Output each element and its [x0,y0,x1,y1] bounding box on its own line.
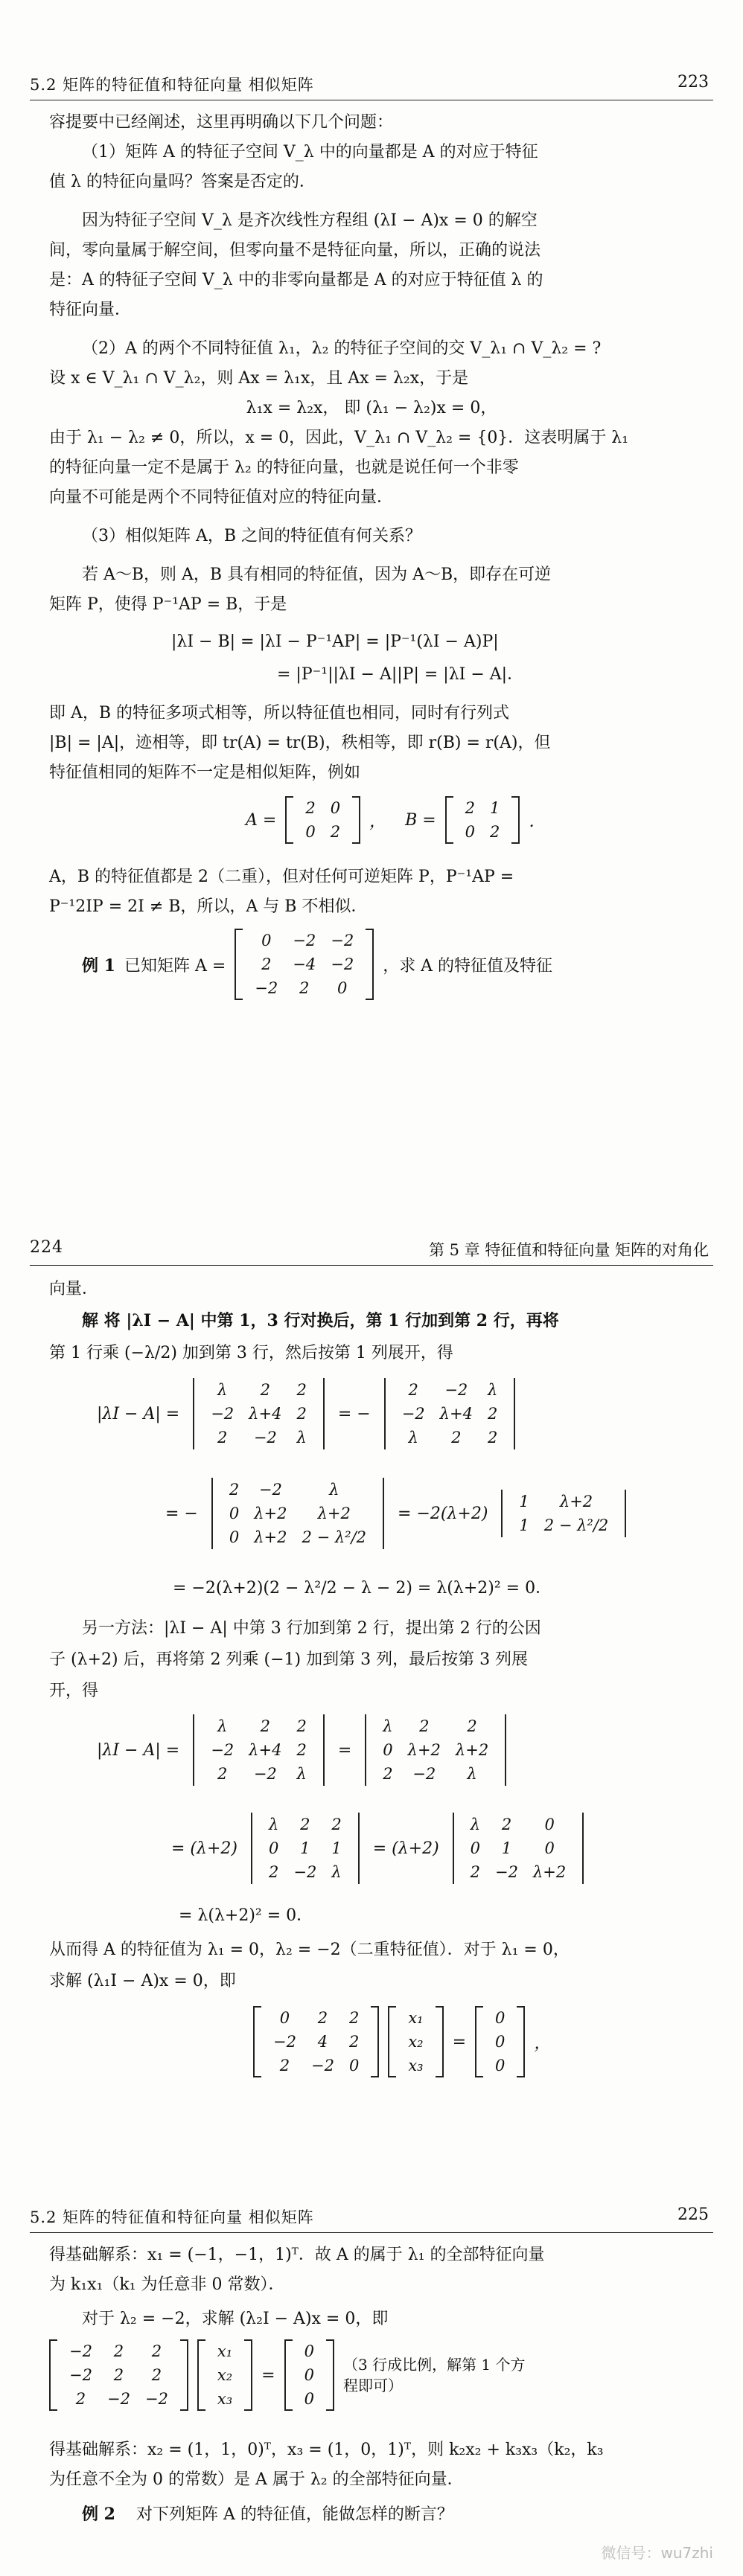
cell: λ [408,1429,418,1446]
text-line: 矩阵 P，使得 P⁻¹AP = B，于是 [49,595,287,614]
cell: 2 [451,1429,462,1446]
cell: 2 [317,2009,328,2027]
cell: x₁ [217,2342,233,2360]
text-line: 间，零向量属于解空间，但零向量不是特征向量，所以，正确的说法 [49,241,541,260]
text-line: （3）相似矩阵 A，B 之间的特征值有何关系？ [82,527,422,545]
example-label: 例 2 [82,2505,115,2524]
cell: 1 [501,1839,512,1857]
cell: λ [296,1429,307,1446]
cell: −2 [211,1405,235,1423]
cell: 2 [229,1481,240,1499]
text-line: 值 λ 的特征向量吗？答案是否定的． [49,173,316,191]
matrix-a [285,796,360,844]
operator: = (λ+2) [372,1839,439,1858]
example-label: 例 1 [82,955,115,975]
cell: −2 [293,932,316,949]
text-line: P⁻¹2IP = 2I ≠ B，所以，A 与 B 不相似． [49,897,368,916]
det-equation-3 [97,1714,511,1786]
operator: = [452,2032,467,2051]
matrix-b [445,796,520,844]
cell: 2 [268,1863,279,1881]
cell: −2 [69,2342,92,2360]
text-line: 向量． [49,1280,99,1298]
text-line: 特征向量． [49,301,132,319]
cell: 2 [348,2033,360,2051]
cell: 0 [261,932,272,949]
cell: 2 [300,1816,310,1833]
cell: 2 − λ²/2 [543,1516,609,1534]
cell: −2 [310,2057,334,2074]
cell: 2 − λ²/2 [302,1528,367,1546]
cell: −2 [211,1741,235,1759]
equation: |λI − B| = |λI − P⁻¹AP| = |P⁻¹(λI − A)P| [171,632,499,651]
cell: −2 [144,2390,168,2408]
cell: 2 [467,1717,477,1735]
text-line: 为 k₁x₁（k₁ 为任意非 0 常数）． [49,2275,285,2294]
det-label: |λI − A| = [97,1404,180,1423]
cell: 2 [75,2390,86,2408]
cell: 0 [495,2009,506,2027]
text-line: 设 x ∈ V_λ₁ ∩ V_λ₂，则 Ax = λ₁x，且 Ax = λ₂x，于是 [49,369,469,388]
operator: = −2(λ+2) [398,1504,488,1523]
page-number: 223 [677,73,709,92]
cell: 0 [465,823,476,841]
example-text: 对下列矩阵 A 的特征值，能做怎样的断言？ [135,2505,453,2524]
unknown-vector [197,2339,252,2411]
cell: 2 [260,1717,270,1735]
cell: −2 [255,979,278,997]
cell: λ [269,1816,279,1833]
cell: 2 [299,979,310,997]
section-title: 5.2 矩阵的特征值和特征向量 相似矩阵 [30,2208,314,2226]
text-line: 若 A～B，则 A，B 具有相同的特征值，因为 A～B，即存在可逆 [82,565,552,584]
example-text: ，求 A 的特征值及特征 [383,956,553,975]
linear-system-1 [253,2006,550,2077]
matrix-a-label: A = [246,810,277,830]
cell: 2 [261,955,272,973]
cell: 0 [337,979,348,997]
example-1 [82,929,552,1000]
cell: λ+4 [249,1741,282,1759]
determinant [497,1490,631,1537]
coefficient-matrix [49,2339,188,2411]
determinant [360,1714,511,1786]
determinant [380,1378,520,1449]
cell: x₃ [408,2057,424,2074]
cell: 2 [419,1717,430,1735]
equation: = λ(λ+2)² = 0． [179,1906,313,1925]
cell: 2 [296,1741,307,1759]
cell: λ+4 [439,1405,473,1423]
cell: 2 [501,1816,512,1833]
text-line: A，B 的特征值都是 2（二重），但对任何可逆矩阵 P，P⁻¹AP = [49,868,514,886]
cell: 2 [296,1381,307,1399]
cell: x₃ [217,2390,233,2408]
cell: x₂ [408,2033,424,2051]
cell: 0 [268,1839,279,1857]
section-title: 5.2 矩阵的特征值和特征向量 相似矩阵 [30,76,314,94]
text-line: （1）矩阵 A 的特征子空间 V_λ 中的向量都是 A 的对应于特征 [82,143,538,161]
determinant [246,1813,364,1884]
text-line: 为任意不全为 0 的常数）是 A 属于 λ₂ 的全部特征向量． [49,2470,464,2489]
text-line: 求解 (λ₁I − A)x = 0，即 [49,1972,236,1990]
cell: 0 [544,1839,555,1857]
coefficient-matrix [253,2006,379,2077]
text-line: 对于 λ₂ = −2，求解 (λ₂I − A)x = 0，即 [82,2310,389,2328]
cell: −2 [412,1765,436,1783]
cell: λ [383,1717,393,1735]
operator: = − [337,1404,371,1423]
page-header [0,73,743,106]
cell: 0 [304,2366,314,2384]
cell: −2 [401,1405,425,1423]
cell: 0 [304,2390,314,2408]
cell: −2 [253,1429,277,1446]
cell: λ+2 [317,1505,351,1522]
cell: λ [487,1381,498,1399]
watermark: 微信号：wu7zhi [601,2544,713,2562]
cell: 2 [217,1765,228,1783]
page-224 [0,1057,743,2158]
header-rule [30,1265,713,1266]
page-number: 224 [30,1238,63,1257]
cell: 2 [331,1816,342,1833]
cell: 2 [305,799,316,817]
determinant [188,1714,329,1786]
cell: x₁ [408,2009,424,2027]
cell: 0 [495,2057,506,2074]
cell: 0 [305,823,316,841]
cell: 0 [229,1528,240,1546]
cell: 1 [331,1839,342,1857]
cell: x₂ [217,2366,233,2384]
cell: 2 [151,2342,162,2360]
cell: 0 [229,1505,240,1522]
cell: λ [217,1717,228,1735]
operator: = (λ+2) [171,1839,237,1858]
cell: 2 [490,823,500,841]
text-line: 从而得 A 的特征值为 λ₁ = 0，λ₂ = −2（二重特征值）．对于 λ₁ = 0， [49,1941,570,1959]
cell: 1 [519,1516,529,1534]
header-rule [30,2232,713,2233]
cell: λ [296,1765,307,1783]
equation: = −2(λ+2)(2 − λ²/2 − λ − 2) = λ(λ+2)² = 0． [173,1579,552,1598]
page-header [0,2205,743,2238]
zero-vector [475,2006,525,2077]
cell: λ+2 [407,1741,441,1759]
cell: 2 [348,2009,360,2027]
cell: 1 [519,1493,529,1510]
example-2 [82,2503,694,2526]
cell: λ+4 [249,1405,282,1423]
text-line: 即 A，B 的特征多项式相等，所以特征值也相同，同时有行列式 [49,704,510,723]
text-line: 子 (λ+2) 后，再将第 2 列乘 (−1) 加到第 3 列，最后按第 3 列展 [49,1650,529,1669]
cell: λ [329,1481,339,1499]
section-title: 第 5 章 特征值和特征向量 矩阵的对角化 [428,1241,709,1259]
zero-vector [284,2339,334,2411]
cell: 1 [490,799,500,817]
cell: λ+2 [559,1493,593,1510]
cell: λ+2 [254,1505,287,1522]
cell: 0 [495,2033,506,2051]
cell: 2 [151,2366,162,2384]
det-label: |λI − A| = [97,1740,180,1760]
cell: 2 [487,1405,498,1423]
cell: −2 [331,955,354,973]
equation: λ₁x = λ₂x， 即 (λ₁ − λ₂)x = 0， [246,399,497,417]
example-matrix [235,929,374,1000]
operator: = [261,2365,275,2385]
text-line: 因为特征子空间 V_λ 是齐次线性方程组 (λI − A)x = 0 的解空 [82,211,538,230]
cell: 2 [470,1863,481,1881]
cell: 2 [465,799,476,817]
text-line: 容提要中已经阐述，这里再明确以下几个问题： [49,113,394,132]
cell: −2 [495,1863,518,1881]
cell: 2 [330,823,341,841]
det-equation-4 [171,1813,588,1884]
text-line: 第 1 行乘 (−λ/2) 加到第 3 行，然后按第 1 列展开，得 [49,1344,453,1362]
cell: −2 [293,1863,317,1881]
text-line: |B| = |A|，迹相等，即 tr(A) = tr(B)，秩相等，即 r(B) = r(A)，但 [49,734,551,752]
matrix-example: A = 2 0 0 2 ， B = 2 1 0 2 ． [246,796,545,844]
cell: 0 [470,1839,481,1857]
cell: −2 [69,2366,92,2384]
text-line: 得基础解系：x₁ = (−1，−1，1)ᵀ．故 A 的属于 λ₁ 的全部特征向量 [49,2246,545,2264]
cell: −2 [106,2390,130,2408]
operator: = − [165,1504,198,1523]
text-line: 的特征向量一定不是属于 λ₂ 的特征向量，也就是说任何一个非零 [49,458,519,477]
cell: 2 [113,2366,124,2384]
text-line: 解 将 |λI − A| 中第 1，3 行对换后，第 1 行加到第 2 行，再将 [82,1311,559,1330]
text-line: 由于 λ₁ − λ₂ ≠ 0，所以，x = 0，因此，V_λ₁ ∩ V_λ₂ = {0}．这表明属于 λ₁ [49,429,629,447]
cell: −2 [331,932,354,949]
operator: = [337,1740,352,1760]
unknown-vector [388,2006,443,2077]
cell: λ [331,1863,342,1881]
matrix-b-label: B = [405,810,436,830]
page-225 [0,2158,743,2576]
cell: 0 [330,799,341,817]
example-text: 已知矩阵 A = [124,956,226,975]
equation: = |P⁻¹||λI − A||P| = |λI − A|． [277,665,524,684]
cell: 0 [348,2057,360,2074]
cell: λ [217,1381,228,1399]
cell: 2 [296,1717,307,1735]
cell: λ+2 [455,1741,489,1759]
text-line: （2）A 的两个不同特征值 λ₁，λ₂ 的特征子空间的交 V_λ₁ ∩ V_λ₂ = ? [82,339,602,358]
det-equation-1 [97,1378,520,1449]
cell: −4 [293,955,316,973]
cell: 2 [296,1405,307,1423]
cell: 2 [279,2057,290,2074]
cell: 2 [217,1429,228,1446]
text-line: 特征值相同的矩阵不一定是相似矩阵，例如 [49,763,361,782]
page-number: 225 [677,2205,709,2224]
linear-system-2 [49,2339,537,2411]
cell: λ+2 [533,1863,567,1881]
punctuation: ， [534,2034,551,2053]
cell: λ [470,1816,480,1833]
text-line: 得基础解系：x₂ = (1，1，0)ᵀ，x₃ = (1，0，1)ᵀ，则 k₂x₂ + k₃x₃（k₂，k₃ [49,2441,604,2459]
cell: −2 [258,1481,282,1499]
det-equation-2 [165,1478,631,1549]
cell: 0 [279,2009,290,2027]
cell: 2 [408,1381,418,1399]
cell: 2 [383,1765,393,1783]
cell: 2 [113,2342,124,2360]
cell: 2 [487,1429,498,1446]
side-note: （3 行成比例，解第 1 个方程即可） [342,2356,526,2394]
cell: 0 [383,1741,393,1759]
cell: −2 [253,1765,277,1783]
page-header [0,1238,743,1271]
text-line: 向量不可能是两个不同特征值对应的特征向量． [49,488,394,507]
cell: −2 [444,1381,468,1399]
determinant [448,1813,589,1884]
cell: 0 [304,2342,314,2360]
cell: λ [467,1765,477,1783]
cell: λ+2 [254,1528,287,1546]
text-line: 是：A 的特征子空间 V_λ 中的非零向量都是 A 的对应于特征值 λ 的 [49,271,543,289]
determinant [207,1478,389,1549]
text-line: 另一方法：|λI − A| 中第 3 行加到第 2 行，提出第 2 行的公因 [82,1619,541,1638]
cell: −2 [273,2033,296,2051]
cell: 4 [317,2033,328,2051]
cell: 0 [544,1816,555,1833]
cell: 2 [260,1381,270,1399]
determinant [188,1378,329,1449]
cell: 1 [300,1839,310,1857]
page-223 [0,0,743,1057]
text-line: 开，得 [49,1682,99,1700]
